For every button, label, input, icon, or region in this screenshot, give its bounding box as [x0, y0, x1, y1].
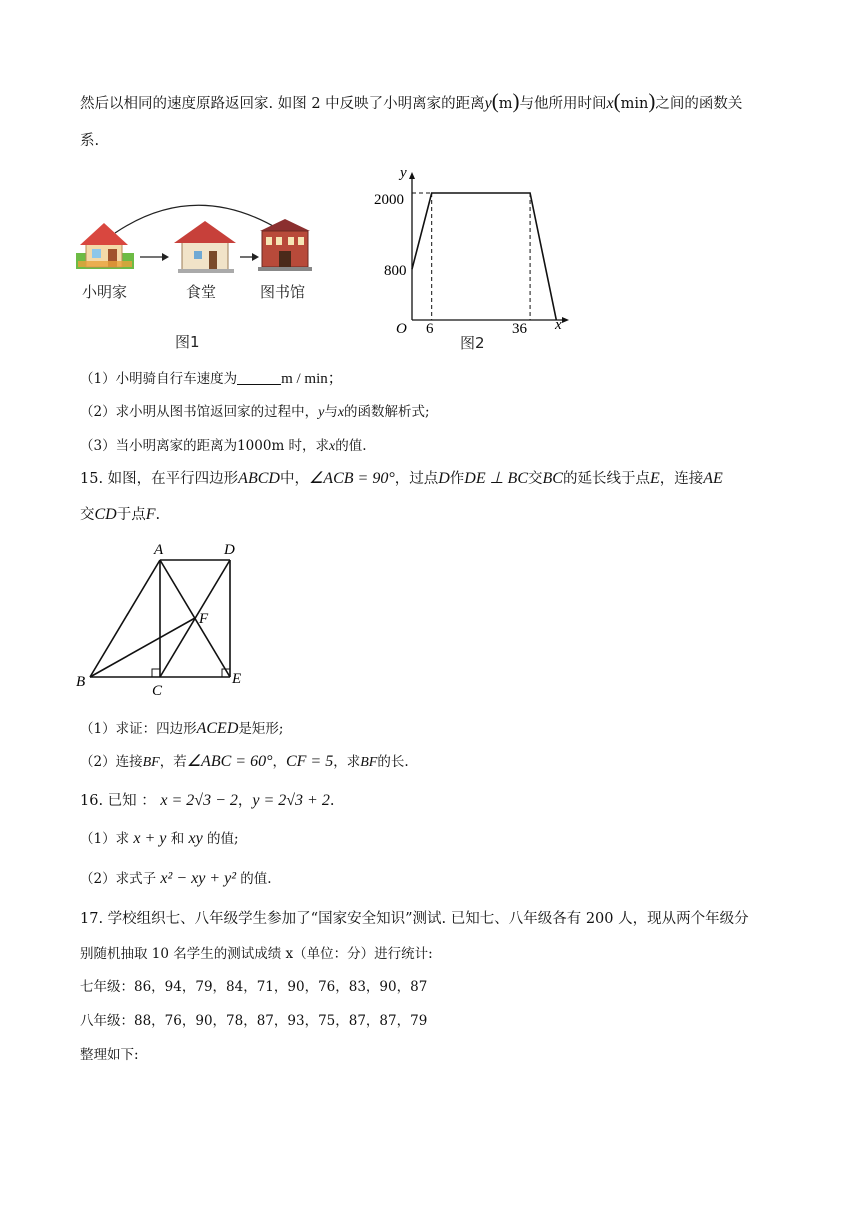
q15-text: . — [155, 507, 161, 523]
x-unit: min — [620, 96, 649, 112]
q15-text: ，过点 — [394, 471, 439, 487]
math-e: E — [649, 470, 660, 487]
y-unit: m — [498, 96, 513, 112]
math-abcd: ABCD — [238, 470, 280, 487]
y-axis-label: y — [400, 165, 407, 181]
math-xy: xy — [188, 830, 203, 847]
library-label: 图书馆 — [260, 283, 306, 301]
q14-part-3 — [80, 435, 367, 458]
right-angle-mark-c — [152, 669, 160, 677]
q15-text: ， — [272, 754, 286, 770]
var-y: y — [318, 405, 325, 420]
intro-line-1: 然后以相同的速度原路返回家. 如图 2 中反映了小明离家的距离y(m)与他所用时间x(min)之间的函数关 — [80, 89, 743, 113]
canteen-icon — [174, 221, 236, 273]
figure-2 — [370, 165, 590, 355]
q16-text: 和 — [170, 831, 185, 847]
house-icon — [76, 223, 134, 269]
math-angle-abc: ∠ABC = 60° — [186, 753, 273, 770]
q15-text: 交 — [528, 471, 543, 487]
math-ae: AE — [703, 470, 723, 487]
library-icon — [258, 219, 312, 271]
q15-part-2 — [80, 751, 409, 774]
q17-text: 别随机抽取 10 名学生的测试成绩 x（单位：分）进行统计: — [80, 946, 433, 962]
var-x: x — [329, 439, 336, 454]
math-y-expr: y = 2√3 + 2 — [252, 792, 330, 809]
label-d: D — [224, 542, 235, 558]
q17-text: 七年级：86，94，79，84，71，90，76，83，90，87 — [80, 979, 428, 995]
q15-text: 中， — [279, 471, 309, 487]
figure-2-caption: 图2 — [460, 334, 485, 352]
math-angle-acb: ∠ACB = 90° — [308, 470, 395, 487]
chart-guides — [412, 193, 530, 320]
intro-text-1: 然后以相同的速度原路返回家. 如图 2 中反映了小明离家的距离 — [80, 96, 485, 112]
x-axis-arrow — [562, 317, 569, 323]
q15-part-1 — [80, 718, 283, 740]
q15-text: ，若 — [159, 754, 187, 770]
home-label: 小明家 — [82, 283, 128, 301]
grade-8-scores — [80, 1010, 427, 1032]
y-tick-label-2000: 2000 — [374, 192, 404, 208]
q14-text: 的函数解析式; — [344, 404, 430, 420]
intro-line-2 — [80, 130, 99, 152]
x-tick-label-6: 6 — [426, 321, 434, 337]
q15-text: 交 — [80, 507, 95, 523]
intro-text-2: 与他所用时间 — [519, 96, 607, 112]
q16-part-2 — [80, 868, 272, 890]
label-a: A — [154, 542, 164, 558]
arrow-icon — [140, 253, 169, 261]
segment-ab — [90, 560, 160, 677]
label-b: B — [76, 674, 86, 690]
q16-text: . — [329, 793, 335, 809]
x-variable: x — [606, 95, 614, 112]
math-expression: x² − xy + y² — [160, 870, 236, 887]
q16-text: （2）求式子 — [80, 871, 157, 887]
math-x-plus-y: x + y — [133, 830, 167, 847]
q15-text: 的长. — [377, 754, 409, 770]
q15-text: 作 — [449, 471, 465, 487]
chart-line — [412, 193, 556, 320]
q15-line-2 — [80, 504, 160, 526]
intro-text-4: 系. — [80, 133, 100, 149]
answer-blank[interactable] — [237, 370, 281, 385]
q15-text: ，连接 — [659, 471, 704, 487]
y-tick-label-800: 800 — [384, 263, 407, 279]
arrow-icon — [240, 253, 259, 261]
math-cd: CD — [94, 506, 117, 523]
q14-part-2 — [80, 401, 430, 424]
canteen-label: 食堂 — [186, 283, 217, 301]
q14-text: （3）当小明离家的距离为1000m 时，求 — [80, 438, 330, 454]
q16-line-1 — [80, 790, 334, 812]
label-f: F — [199, 611, 209, 627]
intro-text-3: 之间的函数关 — [655, 96, 743, 112]
chart-axes — [409, 172, 569, 323]
math-cf: CF = 5 — [285, 753, 334, 770]
segment-bf — [90, 618, 195, 677]
math-d: D — [438, 470, 450, 487]
q15-text: 于点 — [116, 507, 146, 523]
q16-text: 的值. — [240, 871, 272, 887]
q14-text: （2）求小明从图书馆返回家的过程中， — [80, 404, 319, 420]
q17-line-2 — [80, 943, 433, 965]
math-bf: BF — [360, 755, 378, 770]
math-bc: BC — [542, 470, 563, 487]
q16-text: 16. 已知 ： — [80, 793, 156, 809]
series-line — [412, 193, 556, 320]
q15-text: 15. 如图，在平行四边形 — [80, 471, 239, 487]
q14-text: 的值. — [335, 438, 367, 454]
q15-text: （2）连接 — [80, 754, 143, 770]
q15-text: 是矩形; — [238, 721, 284, 737]
label-e: E — [232, 671, 242, 687]
q16-text: ， — [237, 793, 253, 809]
math-bf: BF — [142, 755, 160, 770]
q17-text: 整理如下: — [80, 1047, 139, 1063]
q16-part-1 — [80, 828, 239, 850]
q17-text: 八年级：88，76，90，78，87，93，75，87，87，79 — [80, 1013, 428, 1029]
q14-part-1 — [80, 368, 343, 390]
y-variable: y — [484, 95, 492, 112]
x-tick-label-36: 36 — [512, 321, 527, 337]
q14-text: （1）小明骑自行车速度为 — [80, 371, 238, 387]
figure-1 — [70, 185, 330, 360]
var-x: x — [337, 405, 345, 420]
x-axis-label: x — [555, 317, 562, 333]
parallelogram-figure — [72, 538, 262, 703]
q14-text: 与 — [324, 404, 338, 420]
math-de-perp-bc: DE ⊥ BC — [464, 470, 528, 487]
q17-line-1 — [80, 908, 749, 930]
q15-text: （1）求证：四边形 — [80, 721, 197, 737]
q17-text: 17. 学校组织七、八年级学生参加了“国家安全知识”测试. 已知七、八年级各有 200 人，现从两个年级分 — [80, 911, 749, 927]
math-f: F — [145, 506, 156, 523]
q16-text: 的值; — [206, 831, 239, 847]
q17-line-5 — [80, 1044, 139, 1066]
grade-7-scores — [80, 976, 427, 998]
y-axis-arrow — [409, 172, 415, 179]
math-x-expr: x = 2√3 − 2 — [160, 792, 238, 809]
q16-text: （1）求 — [80, 831, 130, 847]
label-c: C — [152, 683, 163, 699]
math-aced: ACED — [196, 720, 239, 737]
q15-line-1 — [80, 468, 723, 490]
q15-text: 的延长线于点 — [562, 471, 650, 487]
figure-1-caption: 图1 — [175, 333, 200, 351]
origin-label: O — [396, 321, 407, 337]
q15-text: ，求 — [333, 754, 361, 770]
unit-text: m / min； — [281, 371, 343, 387]
